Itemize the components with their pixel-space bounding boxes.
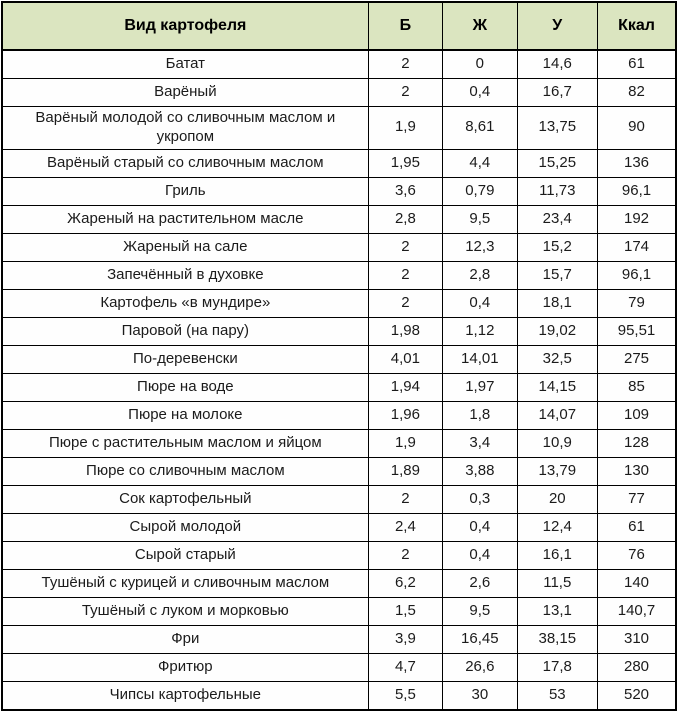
protein-cell: 2 bbox=[368, 289, 442, 317]
table-row bbox=[2, 149, 676, 177]
protein-cell: 1,89 bbox=[368, 457, 442, 485]
fat-cell: 2,8 bbox=[443, 261, 517, 289]
fat-cell: 0,4 bbox=[443, 513, 517, 541]
carbs-cell: 13,1 bbox=[517, 597, 597, 625]
kcal-cell: 85 bbox=[598, 373, 676, 401]
kcal-cell: 77 bbox=[598, 485, 676, 513]
dish-name-cell: Тушёный с луком и морковью bbox=[2, 597, 368, 625]
fat-cell: 0,4 bbox=[443, 79, 517, 107]
table-body bbox=[2, 50, 676, 710]
protein-cell: 2 bbox=[368, 261, 442, 289]
carbs-cell: 17,8 bbox=[517, 653, 597, 681]
carbs-cell: 20 bbox=[517, 485, 597, 513]
carbs-cell: 15,2 bbox=[517, 233, 597, 261]
protein-cell: 2,8 bbox=[368, 205, 442, 233]
fat-cell: 0 bbox=[443, 50, 517, 79]
dish-name-cell: Тушёный с курицей и сливочным маслом bbox=[2, 569, 368, 597]
carbs-cell: 32,5 bbox=[517, 345, 597, 373]
table-row bbox=[2, 345, 676, 373]
column-header-kcal: Ккал bbox=[598, 2, 676, 50]
kcal-cell: 61 bbox=[598, 513, 676, 541]
carbs-cell: 23,4 bbox=[517, 205, 597, 233]
dish-name-cell: Сок картофельный bbox=[2, 485, 368, 513]
dish-name-cell: Пюре с растительным маслом и яйцом bbox=[2, 429, 368, 457]
fat-cell: 4,4 bbox=[443, 149, 517, 177]
kcal-cell: 82 bbox=[598, 79, 676, 107]
carbs-cell: 11,73 bbox=[517, 177, 597, 205]
fat-cell: 1,12 bbox=[443, 317, 517, 345]
fat-cell: 1,97 bbox=[443, 373, 517, 401]
table-row bbox=[2, 177, 676, 205]
column-header-dish-name: Вид картофеля bbox=[2, 2, 368, 50]
dish-name-cell: Фри bbox=[2, 625, 368, 653]
fat-cell: 0,4 bbox=[443, 289, 517, 317]
protein-cell: 2 bbox=[368, 50, 442, 79]
column-header-protein: Б bbox=[368, 2, 442, 50]
table-row bbox=[2, 625, 676, 653]
table-row bbox=[2, 205, 676, 233]
protein-cell: 1,94 bbox=[368, 373, 442, 401]
carbs-cell: 11,5 bbox=[517, 569, 597, 597]
carbs-cell: 10,9 bbox=[517, 429, 597, 457]
protein-cell: 1,98 bbox=[368, 317, 442, 345]
table-row bbox=[2, 261, 676, 289]
kcal-cell: 128 bbox=[598, 429, 676, 457]
fat-cell: 1,8 bbox=[443, 401, 517, 429]
table-row bbox=[2, 597, 676, 625]
table-row bbox=[2, 317, 676, 345]
dish-name-cell: Сырой старый bbox=[2, 541, 368, 569]
table-row bbox=[2, 401, 676, 429]
carbs-cell: 19,02 bbox=[517, 317, 597, 345]
potato-nutrition-table bbox=[1, 1, 677, 711]
dish-name-cell: Гриль bbox=[2, 177, 368, 205]
protein-cell: 6,2 bbox=[368, 569, 442, 597]
dish-name-cell: Паровой (на пару) bbox=[2, 317, 368, 345]
kcal-cell: 96,1 bbox=[598, 177, 676, 205]
protein-cell: 1,9 bbox=[368, 429, 442, 457]
protein-cell: 3,9 bbox=[368, 625, 442, 653]
kcal-cell: 140 bbox=[598, 569, 676, 597]
fat-cell: 8,61 bbox=[443, 107, 517, 150]
protein-cell: 2 bbox=[368, 79, 442, 107]
table-row bbox=[2, 50, 676, 79]
dish-name-cell: Батат bbox=[2, 50, 368, 79]
dish-name-cell: Пюре со сливочным маслом bbox=[2, 457, 368, 485]
kcal-cell: 310 bbox=[598, 625, 676, 653]
kcal-cell: 109 bbox=[598, 401, 676, 429]
dish-name-cell: Запечённый в духовке bbox=[2, 261, 368, 289]
kcal-cell: 76 bbox=[598, 541, 676, 569]
fat-cell: 3,4 bbox=[443, 429, 517, 457]
carbs-cell: 16,1 bbox=[517, 541, 597, 569]
kcal-cell: 130 bbox=[598, 457, 676, 485]
table-row bbox=[2, 569, 676, 597]
carbs-cell: 14,15 bbox=[517, 373, 597, 401]
kcal-cell: 79 bbox=[598, 289, 676, 317]
fat-cell: 9,5 bbox=[443, 205, 517, 233]
kcal-cell: 61 bbox=[598, 50, 676, 79]
fat-cell: 0,3 bbox=[443, 485, 517, 513]
carbs-cell: 18,1 bbox=[517, 289, 597, 317]
kcal-cell: 275 bbox=[598, 345, 676, 373]
table-row bbox=[2, 429, 676, 457]
kcal-cell: 96,1 bbox=[598, 261, 676, 289]
table-row bbox=[2, 457, 676, 485]
carbs-cell: 15,25 bbox=[517, 149, 597, 177]
kcal-cell: 192 bbox=[598, 205, 676, 233]
carbs-cell: 12,4 bbox=[517, 513, 597, 541]
table-row bbox=[2, 107, 676, 150]
carbs-cell: 53 bbox=[517, 681, 597, 710]
dish-name-cell: Варёный старый со сливочным маслом bbox=[2, 149, 368, 177]
kcal-cell: 280 bbox=[598, 653, 676, 681]
fat-cell: 14,01 bbox=[443, 345, 517, 373]
dish-name-cell: Варёный молодой со сливочным маслом и укропом bbox=[2, 107, 368, 150]
table-row bbox=[2, 289, 676, 317]
kcal-cell: 90 bbox=[598, 107, 676, 150]
carbs-cell: 38,15 bbox=[517, 625, 597, 653]
protein-cell: 3,6 bbox=[368, 177, 442, 205]
fat-cell: 16,45 bbox=[443, 625, 517, 653]
fat-cell: 0,4 bbox=[443, 541, 517, 569]
carbs-cell: 16,7 bbox=[517, 79, 597, 107]
column-header-fat: Ж bbox=[443, 2, 517, 50]
table-row bbox=[2, 513, 676, 541]
dish-name-cell: Жареный на растительном масле bbox=[2, 205, 368, 233]
dish-name-cell: Жареный на сале bbox=[2, 233, 368, 261]
column-header-carbs: У bbox=[517, 2, 597, 50]
kcal-cell: 520 bbox=[598, 681, 676, 710]
dish-name-cell: Пюре на молоке bbox=[2, 401, 368, 429]
carbs-cell: 14,07 bbox=[517, 401, 597, 429]
table-row bbox=[2, 79, 676, 107]
protein-cell: 4,7 bbox=[368, 653, 442, 681]
protein-cell: 2 bbox=[368, 485, 442, 513]
protein-cell: 5,5 bbox=[368, 681, 442, 710]
dish-name-cell: Фритюр bbox=[2, 653, 368, 681]
protein-cell: 2,4 bbox=[368, 513, 442, 541]
carbs-cell: 15,7 bbox=[517, 261, 597, 289]
dish-name-cell: Сырой молодой bbox=[2, 513, 368, 541]
table-row bbox=[2, 485, 676, 513]
protein-cell: 1,96 bbox=[368, 401, 442, 429]
fat-cell: 3,88 bbox=[443, 457, 517, 485]
protein-cell: 1,5 bbox=[368, 597, 442, 625]
dish-name-cell: Пюре на воде bbox=[2, 373, 368, 401]
protein-cell: 4,01 bbox=[368, 345, 442, 373]
protein-cell: 2 bbox=[368, 233, 442, 261]
carbs-cell: 13,75 bbox=[517, 107, 597, 150]
dish-name-cell: Картофель «в мундире» bbox=[2, 289, 368, 317]
header-row bbox=[2, 2, 676, 50]
table-header bbox=[2, 2, 676, 50]
table-row bbox=[2, 233, 676, 261]
fat-cell: 26,6 bbox=[443, 653, 517, 681]
carbs-cell: 13,79 bbox=[517, 457, 597, 485]
kcal-cell: 140,7 bbox=[598, 597, 676, 625]
kcal-cell: 136 bbox=[598, 149, 676, 177]
dish-name-cell: Чипсы картофельные bbox=[2, 681, 368, 710]
table-row bbox=[2, 681, 676, 710]
carbs-cell: 14,6 bbox=[517, 50, 597, 79]
fat-cell: 2,6 bbox=[443, 569, 517, 597]
protein-cell: 1,9 bbox=[368, 107, 442, 150]
fat-cell: 0,79 bbox=[443, 177, 517, 205]
fat-cell: 9,5 bbox=[443, 597, 517, 625]
table-row bbox=[2, 653, 676, 681]
kcal-cell: 174 bbox=[598, 233, 676, 261]
table-row bbox=[2, 373, 676, 401]
fat-cell: 12,3 bbox=[443, 233, 517, 261]
kcal-cell: 95,51 bbox=[598, 317, 676, 345]
fat-cell: 30 bbox=[443, 681, 517, 710]
dish-name-cell: По-деревенски bbox=[2, 345, 368, 373]
table-row bbox=[2, 541, 676, 569]
protein-cell: 1,95 bbox=[368, 149, 442, 177]
dish-name-cell: Варёный bbox=[2, 79, 368, 107]
protein-cell: 2 bbox=[368, 541, 442, 569]
